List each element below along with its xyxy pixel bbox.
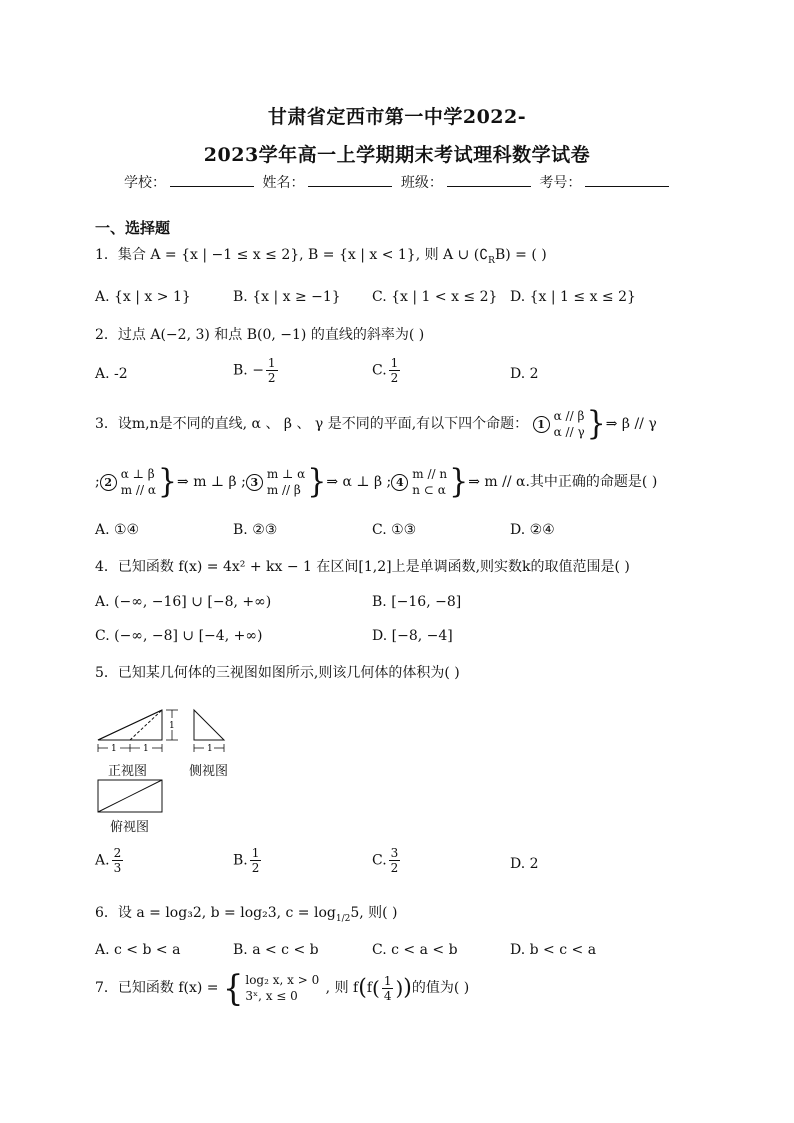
front-view-shape [98, 710, 162, 740]
q6-base: 1/2 [335, 913, 351, 924]
question-4: 4．已知函数 f(x) = 4x² + kx − 1 在区间[1,2]上是单调函数,则实数k的取值范围是( ) [95, 559, 630, 575]
student-info-row [124, 172, 673, 192]
name-blank[interactable] [308, 174, 392, 187]
circled-1: 1 [533, 416, 550, 433]
question-3-cont: ; 2 α ⊥ β m // α }⇒ m ⊥ β ; 3 m ⊥ α m // β }⇒ α ⊥ β ; 4 m // n n ⊂ α }⇒ m // α.其中正确的命题是( ) [95, 462, 658, 501]
page-title-line1: 甘肃省定西市第一中学2022- [267, 106, 527, 128]
circled-3: 3 [246, 474, 263, 491]
q3-option-d[interactable]: D. ②④ [510, 522, 555, 538]
q7-tail2: 的值为( ) [411, 980, 470, 996]
q6-option-d[interactable]: D. b < c < a [510, 942, 597, 958]
question-2: 2．过点 A(−2, 3) 和点 B(0, −1) 的直线的斜率为( ) [95, 327, 425, 343]
dim-label-3: 1 [169, 721, 175, 731]
front-view-label: 正视图 [108, 764, 148, 779]
q7-fraction: $\frac{1}{4}$ [383, 973, 392, 1003]
q6-option-c[interactable]: C. c < a < b [372, 942, 458, 958]
page-title-line2: 2023学年高一上学期期末考试理科数学试卷 [203, 144, 591, 166]
q6-option-b[interactable]: B. a < c < b [233, 942, 319, 958]
class-label: 班级： [400, 175, 443, 191]
q4-option-d[interactable]: D. [−8, −4] [372, 628, 453, 644]
q3-res2: ⇒ m ⊥ β [177, 474, 237, 490]
name-label: 姓名： [262, 175, 305, 191]
q3-stem: 3．设m,n是不同的直线, α 、 β 、 γ 是不同的平面,有以下四个命题： [95, 416, 529, 432]
q5-c-label: C. [372, 852, 387, 869]
q2-option-d[interactable]: D. 2 [510, 366, 539, 382]
q7-stem: 7．已知函数 f(x) = [95, 980, 219, 996]
q5-b-label: B. [233, 852, 248, 869]
q1-stem: 1．集合 A = {x | −1 ≤ x ≤ 2}, B = {x | x < 1}, 则 A ∪ (∁ [95, 247, 489, 263]
q2-option-a[interactable]: A. -2 [95, 366, 128, 382]
q3-cond3: m ⊥ α m // β [266, 467, 306, 497]
q2-c-label: C. [372, 362, 387, 379]
q3-cond2: α ⊥ β m // α [120, 467, 156, 497]
q3-res1: ⇒ β // γ [605, 416, 657, 432]
side-view-label: 侧视图 [189, 764, 229, 779]
class-blank[interactable] [447, 174, 531, 187]
q5-a-fraction: $\frac{2}{3}$ [113, 846, 122, 875]
q3-option-c[interactable]: C. ①③ [372, 522, 417, 538]
q4-option-b[interactable]: B. [−16, −8] [372, 594, 462, 610]
q2-b-label: B. − [233, 362, 264, 379]
top-view-shape [98, 780, 162, 812]
q5-option-a[interactable] [95, 846, 125, 875]
question-7: 7．已知函数 f(x) = { log₂ x, x > 0 3ˣ, x ≤ 0 , 则 f(f( $\frac{1}{4}$ ))的值为( ) [95, 967, 470, 1009]
q5-a-label: A. [95, 852, 110, 869]
q1-option-d[interactable]: D. {x | 1 ≤ x ≤ 2} [510, 289, 636, 305]
q4-option-c[interactable]: C. (−∞, −8] ∪ [−4, +∞) [95, 628, 263, 644]
q7-cases: log₂ x, x > 0 3ˣ, x ≤ 0 [245, 973, 320, 1003]
q4-option-a[interactable]: A. (−∞, −16] ∪ [−8, +∞) [95, 594, 272, 610]
side-view-shape [194, 710, 224, 754]
question-5: 5．已知某几何体的三视图如图所示,则该几何体的体积为( ) [95, 665, 460, 681]
dim-label-4: 1 [207, 744, 213, 754]
q5-c-fraction: $\frac{3}{2}$ [390, 846, 399, 875]
q6-stem: 6．设 a = log₃2, b = log₂3, c = log [95, 905, 336, 921]
question-6 [95, 902, 398, 924]
q1-option-c[interactable]: C. {x | 1 < x ≤ 2} [372, 289, 498, 305]
q1-sub: R [488, 255, 495, 266]
dim-label-1: 1 [111, 744, 117, 754]
q2-option-c[interactable] [372, 356, 402, 385]
q3-option-b[interactable]: B. ②③ [233, 522, 278, 538]
q6-option-a[interactable]: A. c < b < a [95, 942, 181, 958]
question-1 [95, 244, 547, 266]
q2-c-fraction: $\frac{1}{2}$ [390, 356, 399, 385]
q2-option-b[interactable] [233, 356, 280, 385]
exam-no-label: 考号： [539, 175, 582, 191]
q3-res4: ⇒ m // α [468, 474, 526, 490]
q1-stem-end: B) = ( ) [494, 247, 547, 263]
q1-option-a[interactable]: A. {x | x > 1} [95, 289, 191, 305]
q2-b-fraction: $\frac{1}{2}$ [267, 356, 276, 385]
q5-b-fraction: $\frac{1}{2}$ [251, 846, 260, 875]
q3-tail: .其中正确的命题是( ) [525, 474, 658, 490]
question-3: 3．设m,n是不同的直线, α 、 β 、 γ 是不同的平面,有以下四个命题： 1 α // β α // γ }⇒ β // γ [95, 404, 657, 443]
exam-no-blank[interactable] [585, 174, 669, 187]
q1-option-b[interactable]: B. {x | x ≥ −1} [233, 289, 341, 305]
q3-res3: ⇒ α ⊥ β [326, 474, 383, 490]
dim-label-2: 1 [143, 744, 149, 754]
school-label: 学校： [124, 175, 166, 191]
top-view-label: 俯视图 [110, 820, 150, 835]
circled-4: 4 [391, 474, 408, 491]
q3-option-a[interactable]: A. ①④ [95, 522, 140, 538]
q7-tail1: , 则 f [325, 980, 359, 996]
section-heading: 一、选择题 [95, 219, 171, 237]
q5-option-b[interactable] [233, 846, 263, 875]
q3-cond4: m // n n ⊂ α [412, 467, 448, 497]
q3-cond1: α // β α // γ [553, 409, 585, 439]
q5-option-c[interactable] [372, 846, 402, 875]
q6-stem-end: 5, 则( ) [350, 905, 398, 921]
school-blank[interactable] [170, 174, 254, 187]
circled-2: 2 [100, 474, 117, 491]
q5-option-d[interactable]: D. 2 [510, 856, 539, 872]
